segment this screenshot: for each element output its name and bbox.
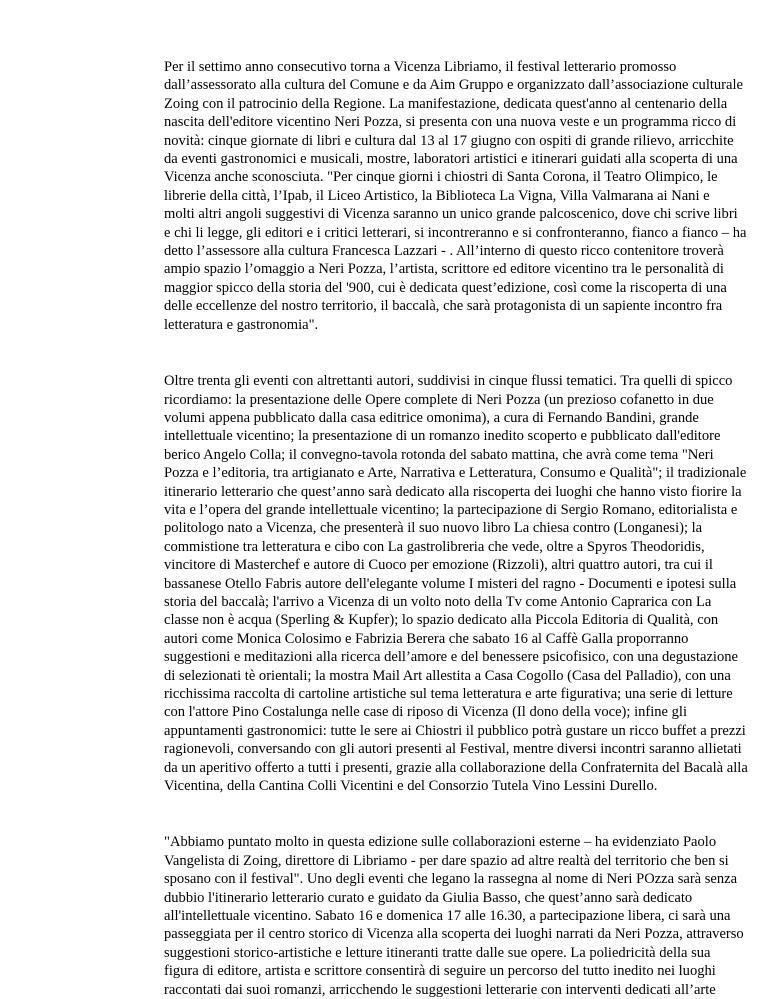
- text-line: ricchissima raccolta di cartoline artistiche sul tema letteratura e arte figurativa; una serie di letture: [164, 686, 733, 702]
- text-line: Vicenza anche sconosciuta. "Per cinque giorni i chiostri di Santa Corona, il Teatro Olimpico, le: [164, 169, 718, 186]
- text-line: ragionevoli, conversando con gli autori presenti al Festival, mentre diversi incontri saranno allietati: [164, 741, 742, 758]
- text-line: itinerario letterario che quest’anno sarà dedicato alla riscoperta dei luoghi che hanno visto fiorire la: [164, 483, 742, 500]
- text-line: Vicentina, della Cantina Colli Vicentini e del Consorzio Tutela Vino Lessini Durello.: [164, 778, 658, 795]
- text-line: vita e l’opera del grande intellettuale vicentino; la partecipazione di Sergio Romano, editorialista e: [164, 501, 738, 518]
- text-line: da eventi gastronomici e musicali, mostre, laboratori artistici e itinerari guidati alla scoperta di una: [164, 151, 738, 168]
- text-line: raccontati dai suoi romanzi, arricchendo le suggestioni letterarie con interventi dedicati all’arte: [164, 981, 716, 998]
- text-line: da un aperitivo offerto a tutti i presenti, grazie alla collaborazione della Confraternita del Bacalà alla: [164, 759, 748, 776]
- text-line: volumi appena pubblicato dalla casa editrice omonima), a cura di Fernando Bandini, grande: [164, 409, 699, 426]
- text-line: passeggiata per il centro storico di Vicenza alla scoperta dei luoghi narrati da Neri Pozza, attraverso: [164, 926, 744, 943]
- text-line: delle eccellenze del nostro territorio, il baccalà, che sarà protagonista di un sapiente incontro fra: [164, 298, 723, 315]
- text-line: Zoing con il patrocinio della Regione. La manifestazione, dedicata quest'anno al centenario della: [164, 95, 728, 112]
- text-line: librerie della città, l’Ipab, il Liceo Artistico, la Biblioteca La Vigna, Villa Valmarana ai Nani e: [164, 187, 710, 204]
- text-line: Vangelista di Zoing, direttore di Libriamo - per dare spazio ad altre realtà del territorio che ben si: [164, 852, 729, 869]
- paragraph-festival-intro: [164, 58, 764, 334]
- text-line: vincitore di Masterchef e autore di Cuoco per emozione (Rizzoli), altri quattro autori, tra cui il: [164, 557, 713, 574]
- text-line: berico Angelo Colla; il convegno-tavola rotonda del sabato mattina, che avrà come tema "Neri: [164, 446, 714, 463]
- paragraph-literary-itinerary: [164, 833, 764, 999]
- text-line: "Abbiamo puntato molto in questa edizione sulle collaborazioni esterne – ha evidenziato Paolo: [164, 834, 717, 851]
- text-line: Oltre trenta gli eventi con altrettanti autori, suddivisi in cinque flussi tematici. Tra quelli di spicco: [164, 373, 733, 390]
- text-line: Pozza e l’editoria, tra artigianato e Arte, Narrativa e Letteratura, Consumo e Qualità"; il tradizionale: [164, 465, 747, 482]
- text-line: di selezionati tè orientali; la mostra Mail Art allestita a Casa Cogollo (Casa del Palladio), con una: [164, 667, 731, 684]
- text-line: storia del baccalà; l'arrivo a Vicenza di un volto noto della Tv come Antonio Caprarica con La: [164, 593, 712, 610]
- text-line: figura di editore, artista e scrittore consentirà di seguire un percorso del tutto inedito nei luoghi: [164, 963, 716, 980]
- text-line: molti altri angoli suggestivi di Vicenza saranno un unico grande palcoscenico, dove chi scrive libri: [164, 206, 738, 223]
- text-line: maggior spicco della storia del '900, cui è dedicata quest’edizione, così come la riscoperta di una: [164, 279, 727, 296]
- text-line: sposano con il festival". Uno degli eventi che legano la rassegna al nome di Neri POzza sarà senza: [164, 871, 738, 888]
- text-line: classe non è acqua (Sperling & Kupfer); lo spazio dedicato alla Piccola Editoria di Qualità, con: [164, 612, 719, 629]
- text-line: e chi li legge, gli editori e i critici letterari, si incontreranno e si confronteranno, fianco a fianco – ha: [164, 224, 747, 241]
- text-line: ricordiamo: la presentazione delle Opere complete di Neri Pozza (un prezioso cofanetto in due: [164, 391, 714, 408]
- text-line: Per il settimo anno consecutivo torna a Vicenza Libriamo, il festival letterario promosso: [164, 59, 677, 75]
- text-line: detto l’assessore alla cultura Francesca Lazzari - . All’interno di questo ricco contenitore troverà: [164, 243, 724, 260]
- text-line: dubbio l'itinerario letterario curato e guidato da Giulia Basso, che quest’anno sarà dedicato: [164, 889, 693, 906]
- text-line: suggestioni storico-artistiche e letture itineranti tratte dalle sue opere. La poliedricità della sua: [164, 944, 711, 961]
- text-line: commistione tra letteratura e cibo con La gastrolibreria che vede, oltre a Spyros Theodoridis,: [164, 538, 705, 555]
- paragraph-events-list: [164, 372, 764, 795]
- text-line: autori come Monica Colosimo e Fabrizia Berera che sabato 16 al Caffè Galla proporranno: [164, 630, 689, 647]
- text-line: bassanese Otello Fabris autore dell'elegante volume I misteri del ragno - Documenti e ipotesi sulla: [164, 575, 737, 592]
- text-line: ampio spazio l’omaggio a Neri Pozza, l’artista, scrittore ed editore vicentino tra le personalità di: [164, 261, 724, 278]
- text-line: con l'attore Pino Costalunga nelle case di riposo di Vicenza (Il dono della voce); infine gli: [164, 704, 687, 721]
- text-line: appuntamenti gastronomici: tutte le sere ai Chiostri il pubblico potrà gustare un ricco buffet a prezzi: [164, 722, 746, 739]
- text-line: all'intellettuale vicentino. Sabato 16 e domenica 17 alle 16.30, a partecipazione libera, ci sarà una: [164, 908, 731, 925]
- text-line: letteratura e gastronomia".: [164, 316, 319, 333]
- text-line: novità: cinque giornate di libri e cultura dal 13 al 17 giugno con ospiti di grande rilievo, arricchite: [164, 132, 734, 149]
- text-line: dall’assessorato alla cultura del Comune e da Aim Gruppo e organizzato dall’associazione culturale: [164, 77, 743, 94]
- text-line: suggestioni e meditazioni alla ricerca dell’amore e del benessere psicofisico, con una degustazione: [164, 649, 738, 666]
- article-body: [164, 58, 764, 999]
- text-line: nascita dell'editore vicentino Neri Pozza, si presenta con una nuova veste e un programma ricco di: [164, 114, 737, 131]
- text-line: politologo nato a Vicenza, che presenterà il suo nuovo libro La chiesa contro (Longanesi); la: [164, 520, 703, 537]
- text-line: intellettuale vicentino; la presentazione di un romanzo inedito scoperto e pubblicato dall'editore: [164, 428, 721, 445]
